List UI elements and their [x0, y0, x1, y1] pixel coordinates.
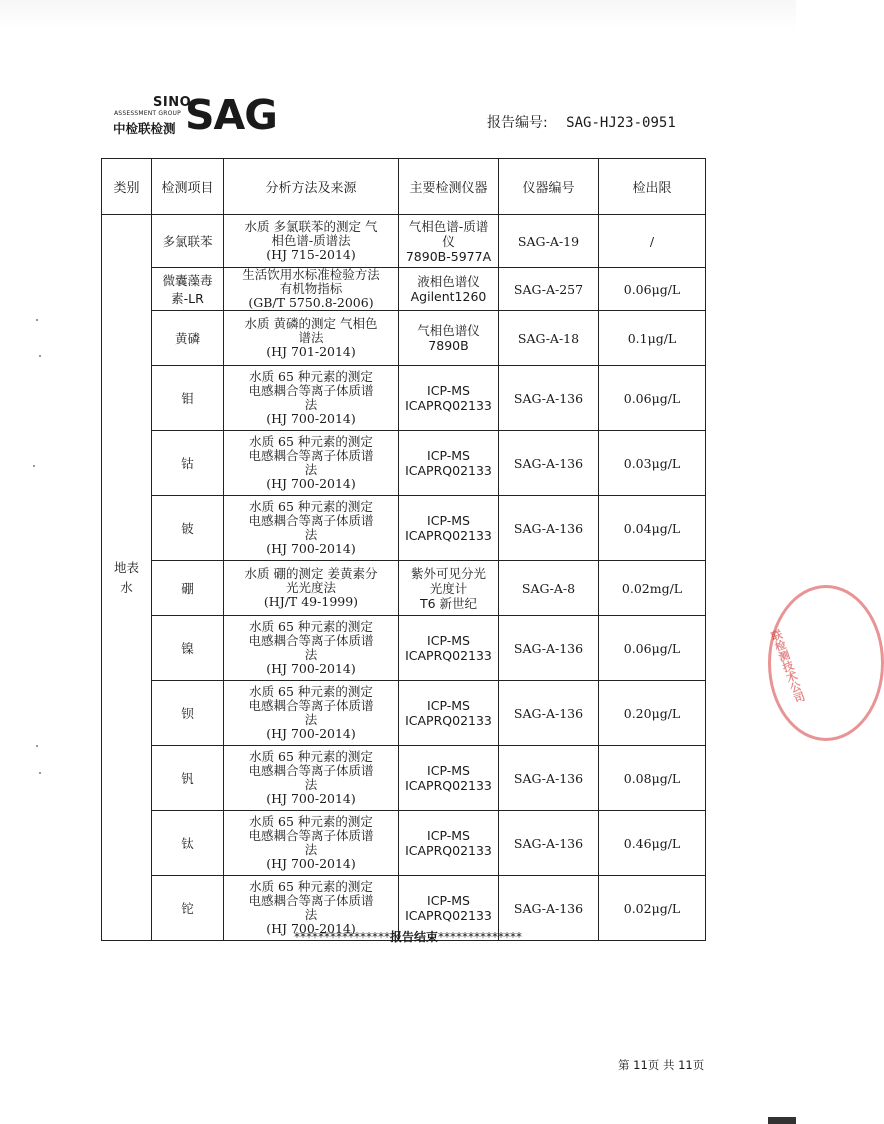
logo-assessment-text: ASSESSMENT GROUP: [114, 110, 181, 117]
method-cell: [224, 311, 399, 366]
item-cell: [152, 616, 224, 681]
method-cell: [224, 616, 399, 681]
company-logo: [113, 91, 283, 140]
cell-line: (HJ 700-2014): [266, 791, 356, 806]
logo-sag-mark: SAG: [185, 91, 277, 139]
cell-line: 水质 65 种元素的测定: [249, 369, 373, 384]
cell-line: (HJ 700-2014): [266, 476, 356, 491]
scan-speck: [36, 745, 38, 747]
table-row: [102, 311, 706, 366]
instrument-cell: [399, 681, 499, 746]
table-row: [102, 616, 706, 681]
cell-line: 电感耦合等离子体质谱: [248, 448, 374, 463]
item-cell: [152, 366, 224, 431]
cell-line: ICP-MS: [427, 763, 470, 778]
scan-edge-mark: [768, 1117, 796, 1124]
report-number-value: SAG-HJ23-0951: [566, 115, 676, 131]
instrument-cell: [399, 431, 499, 496]
page-number: 第 11页 共 11页: [618, 1058, 705, 1072]
device-no-cell: SAG-A-19: [499, 215, 599, 268]
cell-line: ICP-MS: [427, 698, 470, 713]
device-no-cell: SAG-A-136: [499, 616, 599, 681]
item-cell: [152, 268, 224, 311]
limit-cell: 0.08μg/L: [599, 746, 706, 811]
cell-line: 法: [304, 712, 318, 727]
cell-line: 有机物指标: [279, 281, 343, 296]
device-no-cell: SAG-A-18: [499, 311, 599, 366]
item-cell: [152, 876, 224, 941]
cell-line: 电感耦合等离子体质谱: [248, 513, 374, 528]
table-row: [102, 746, 706, 811]
cell-line: 7890B: [428, 338, 469, 353]
cell-line: 素-LR: [171, 291, 204, 306]
cell-line: 法: [304, 397, 318, 412]
cell-line: 电感耦合等离子体质谱: [248, 763, 374, 778]
cell-line: 钛: [181, 836, 194, 851]
table-row: [102, 431, 706, 496]
end-text: 报告结束: [390, 930, 439, 944]
device-no-cell: SAG-A-136: [499, 681, 599, 746]
cell-line: 水质 65 种元素的测定: [249, 434, 373, 449]
item-cell: [152, 215, 224, 268]
cell-line: 电感耦合等离子体质谱: [248, 698, 374, 713]
instrument-cell: [399, 215, 499, 268]
item-cell: [152, 681, 224, 746]
item-cell: [152, 496, 224, 561]
cell-line: 黄磷: [174, 331, 200, 346]
header-method: 分析方法及来源: [224, 159, 399, 215]
cell-line: (HJ 700-2014): [266, 921, 356, 936]
logo-sino-text: SINO: [153, 95, 192, 110]
cell-line: 气相色谱仪: [417, 323, 480, 338]
table-row: [102, 811, 706, 876]
device-no-cell: SAG-A-136: [499, 876, 599, 941]
device-no-cell: SAG-A-136: [499, 431, 599, 496]
instrument-cell: [399, 268, 499, 311]
device-no-cell: SAG-A-136: [499, 496, 599, 561]
cell-line: (HJ 700-2014): [266, 541, 356, 556]
cell-line: 钒: [181, 771, 194, 786]
cell-line: ICAPRQ02133: [405, 528, 492, 543]
scan-speck: [39, 772, 41, 774]
cell-line: 硼: [181, 581, 194, 596]
method-cell: [224, 431, 399, 496]
instrument-cell: [399, 746, 499, 811]
limit-cell: 0.06μg/L: [599, 616, 706, 681]
cell-line: 水质 65 种元素的测定: [249, 749, 373, 764]
instrument-cell: [399, 366, 499, 431]
table-row: [102, 496, 706, 561]
scan-speck: [36, 319, 38, 321]
item-cell: [152, 811, 224, 876]
cell-line: (HJ 715-2014): [266, 247, 356, 262]
limit-cell: 0.02mg/L: [599, 561, 706, 616]
cell-line: (HJ 700-2014): [266, 726, 356, 741]
cell-line: 光度计: [429, 580, 468, 596]
instrument-cell: [399, 311, 499, 366]
cell-line: 电感耦合等离子体质谱: [248, 893, 374, 908]
cell-line: 钼: [181, 391, 194, 406]
cell-line: ICAPRQ02133: [405, 908, 492, 923]
cell-line: 水质 硼的测定 姜黄素分: [244, 566, 378, 581]
cell-line: 铍: [181, 521, 194, 536]
cell-line: 光光度法: [285, 580, 336, 595]
cell-line: 水质 65 种元素的测定: [249, 499, 373, 514]
header-item: 检测项目: [152, 159, 224, 215]
instrument-cell: [399, 616, 499, 681]
cell-line: ICP-MS: [427, 513, 470, 528]
cell-line: ICAPRQ02133: [405, 843, 492, 858]
instrument-cell: [399, 561, 499, 616]
cell-line: ICAPRQ02133: [405, 713, 492, 728]
method-cell: [224, 366, 399, 431]
limit-cell: 0.1μg/L: [599, 311, 706, 366]
cell-line: (HJ 700-2014): [266, 411, 356, 426]
item-cell: [152, 561, 224, 616]
method-cell: [224, 561, 399, 616]
limit-cell: /: [599, 215, 706, 268]
cell-line: 水质 黄磷的测定 气相色: [244, 316, 378, 331]
method-cell: [224, 215, 399, 268]
table-header-row: [102, 159, 706, 215]
device-no-cell: SAG-A-136: [499, 366, 599, 431]
method-cell: [224, 681, 399, 746]
logo-chinese-name: 中检联检测: [113, 121, 176, 136]
instrument-cell: [399, 496, 499, 561]
company-seal: [768, 585, 884, 741]
method-cell: [224, 746, 399, 811]
limit-cell: 0.20μg/L: [599, 681, 706, 746]
limit-cell: 0.46μg/L: [599, 811, 706, 876]
cell-line: 电感耦合等离子体质谱: [248, 633, 374, 648]
end-stars-left: ****************: [294, 930, 390, 944]
cell-line: 镍: [181, 641, 194, 656]
results-table: [101, 158, 706, 941]
cell-line: 法: [304, 647, 318, 662]
method-cell: [224, 811, 399, 876]
cell-line: 水质 65 种元素的测定: [249, 684, 373, 699]
limit-cell: 0.03μg/L: [599, 431, 706, 496]
instrument-cell: [399, 811, 499, 876]
cell-line: 水质 65 种元素的测定: [249, 619, 373, 634]
device-no-cell: SAG-A-136: [499, 746, 599, 811]
cell-line: (HJ 700-2014): [266, 661, 356, 676]
limit-cell: 0.04μg/L: [599, 496, 706, 561]
cell-line: 气相色谱-质谱: [408, 218, 489, 234]
cell-line: (HJ/T 49-1999): [263, 594, 359, 609]
table-row: [102, 681, 706, 746]
cell-line: (GB/T 5750.8-2006): [248, 295, 374, 310]
cell-line: 钴: [181, 456, 194, 471]
cell-line: ICP-MS: [427, 893, 470, 908]
report-number-label: 报告编号:: [487, 115, 548, 131]
limit-cell: 0.06μg/L: [599, 268, 706, 311]
cell-line: 电感耦合等离子体质谱: [248, 828, 374, 843]
header-device-no: 仪器编号: [499, 159, 599, 215]
cell-line: ICP-MS: [427, 383, 470, 398]
scan-speck: [39, 355, 41, 357]
table-row: [102, 268, 706, 311]
header-category: 类别: [102, 159, 152, 215]
cell-line: 相色谱-质谱法: [271, 233, 351, 248]
limit-cell: 0.06μg/L: [599, 366, 706, 431]
cell-line: ICP-MS: [427, 633, 470, 648]
table-row: [102, 366, 706, 431]
cell-line: 铊: [181, 901, 194, 916]
cell-line: 生活饮用水标准检验方法: [242, 267, 380, 282]
cell-line: 7890B-5977A: [405, 248, 492, 264]
table-row: [102, 561, 706, 616]
cell-line: ICAPRQ02133: [405, 648, 492, 663]
cell-line: 水质 65 种元素的测定: [249, 814, 373, 829]
device-no-cell: SAG-A-8: [499, 561, 599, 616]
cell-line: 法: [304, 462, 318, 477]
cell-line: T6 新世纪: [419, 595, 478, 611]
report-end-marker: [294, 928, 522, 945]
cell-line: 谱法: [298, 330, 324, 345]
cell-line: 紫外可见分光: [410, 565, 486, 581]
category-label: 地表水: [113, 559, 139, 595]
scan-speck: [33, 465, 35, 467]
cell-line: 水质 多氯联苯的测定 气: [244, 219, 378, 234]
report-number: [487, 112, 676, 132]
seal-text: 联检测技术公司: [768, 627, 807, 705]
cell-line: 液相色谱仪: [417, 274, 480, 289]
cell-line: 法: [304, 777, 318, 792]
item-cell: [152, 746, 224, 811]
cell-line: ICAPRQ02133: [405, 463, 492, 478]
cell-line: (HJ 701-2014): [266, 344, 356, 359]
limit-cell: 0.02μg/L: [599, 876, 706, 941]
cell-line: 法: [304, 527, 318, 542]
device-no-cell: SAG-A-257: [499, 268, 599, 311]
cell-line: ICP-MS: [427, 448, 470, 463]
cell-line: ICAPRQ02133: [405, 778, 492, 793]
cell-line: 法: [304, 842, 318, 857]
cell-line: 水质 65 种元素的测定: [249, 879, 373, 894]
cell-line: (HJ 700-2014): [266, 856, 356, 871]
header-limit: 检出限: [599, 159, 706, 215]
cell-line: 钡: [181, 706, 194, 721]
category-cell: [102, 215, 152, 941]
cell-line: 微囊藻毒: [162, 273, 213, 288]
method-cell: [224, 268, 399, 311]
cell-line: ICAPRQ02133: [405, 398, 492, 413]
cell-line: 电感耦合等离子体质谱: [248, 383, 374, 398]
device-no-cell: SAG-A-136: [499, 811, 599, 876]
method-cell: [224, 496, 399, 561]
header-instrument: 主要检测仪器: [399, 159, 499, 215]
cell-line: Agilent1260: [410, 289, 487, 304]
cell-line: 法: [304, 907, 318, 922]
cell-line: 仪: [442, 233, 455, 249]
cell-line: 多氯联苯: [162, 234, 213, 249]
item-cell: [152, 431, 224, 496]
end-stars-right: **************: [438, 930, 523, 944]
cell-line: ICP-MS: [427, 828, 470, 843]
table-row: [102, 215, 706, 268]
item-cell: [152, 311, 224, 366]
